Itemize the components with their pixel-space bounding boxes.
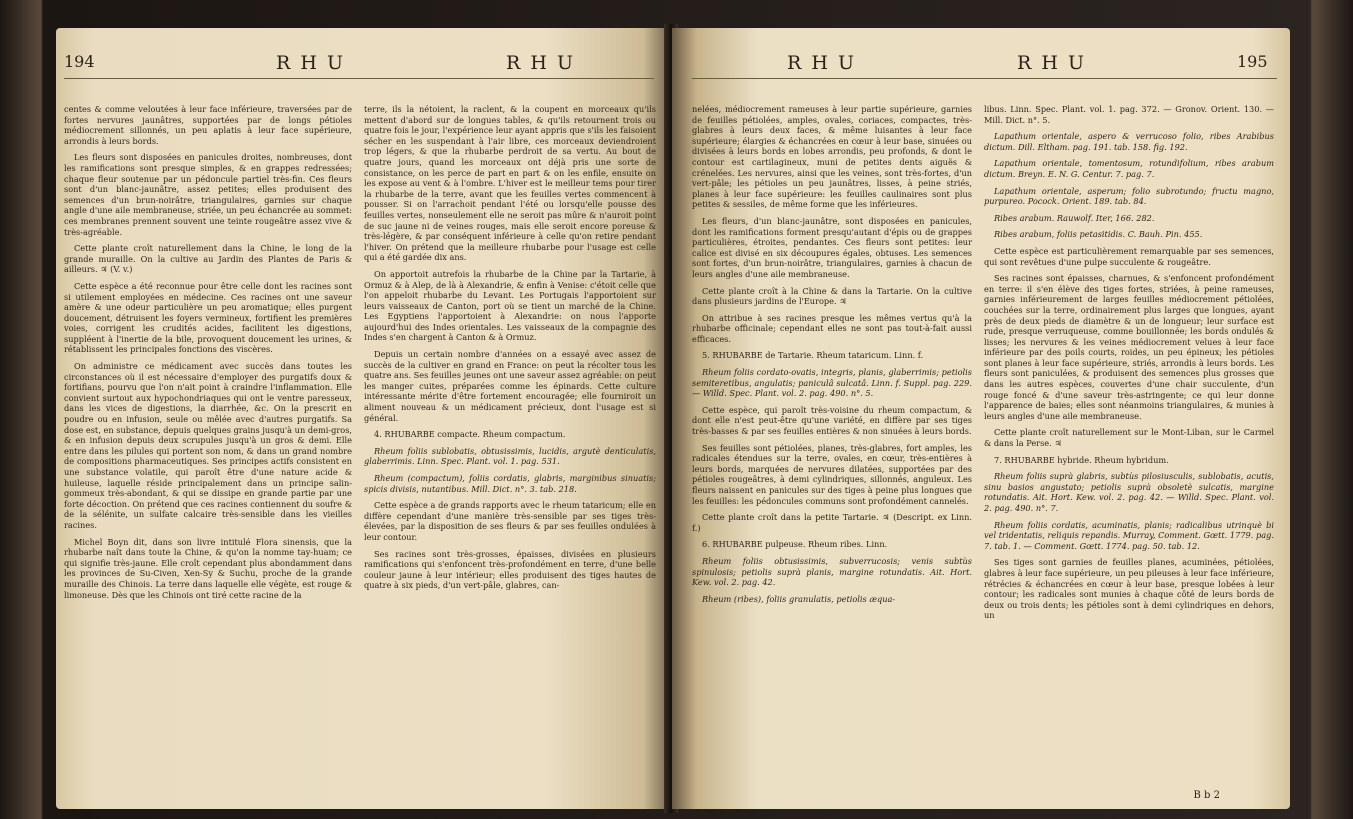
- species-heading: 4. RHUBARBE compacte. Rheum compactum.: [374, 429, 566, 440]
- paragraph: Ses tiges sont garnies de feuilles planes, acuminées, pétiolées, glabres à leur face supérieure, un peu pileuses à leur face inférieure, rétrécies & échancrées en cœur à leur base, presque lobées à leur contour; les radicales sont munies à chaque côté de leurs bords de deux ou trois dents; les pétioles sont à demi cylindriques en dehors, un: [984, 557, 1274, 621]
- paragraph: Cette plante croît naturellement dans la Chine, le long de la grande muraille. On la cultive au Jardin des Plantes de Paris & ailleurs. ♃ (V. v.): [64, 243, 352, 275]
- species-heading: 5. RHUBARBE de Tartarie. Rheum tataricum. Linn. f.: [702, 350, 924, 361]
- latin-description: Rheum foliis cordatis, acuminatis, planis; radicalibus utrinquè bi vel tridentatis, reliquis repandis. Murray, Comment. Gœtt. 1779. pag. 7. tab. 1. — Comment. Gœtt. 1774. pag. 50. tab. 12.: [984, 519, 1274, 551]
- paragraph: nelées, médiocrement rameuses à leur partie supérieure, garnies de feuilles pétiolées, amples, ovales, coriaces, compactes, très-glabres à leurs deux faces, & même luisantes à leur face supérieure; élargies & échancrées en cœur à leur base, sinuées ou divisées à leurs bords en lobes arrondis, peu profonds, & dont le contour est cartilagineux, muni de petites dents aiguës & crénelées. Les nervures, ainsi que les veines, sont très-fortes, d'un vert-pâle; les pétioles un peu jaunâtres, lisses, à peine striés, planes à leur face supérieure: les feuilles caulinaires sont plus petites & sessiles, de même forme que les inférieures.: [692, 104, 972, 210]
- paragraph: Ses racines sont épaisses, charnues, & s'enfoncent profondément en terre: il s'en élève des tiges fortes, striées, à peine rameuses, garnies inférieurement de larges feuilles médiocrement pétiolées, couchées sur la terre, ordinairement plus larges que longues, ayant près de deux pieds de diamètre & un de longueur; leur surface est rude, presque verruqueuse, comme bouillonnée; les bords ondulés & lisses; les nervures & les veines médiocrement velues à leur face inférieure par des poils courts, roides, un peu épineux; les pétioles sont planes à leur face supérieure, striés, arrondis à leurs bords. Les fleurs sont paniculées, & produisent des semences plus grosses que dans les autres espèces, couvertes d'une chair succulente, d'un rouge foncé & d'une saveur très-astringente; ce qui leur donne l'apparence de baies; elles sont néanmoins triangulaires, & munies à leurs angles d'une aile membraneuse.: [984, 273, 1274, 421]
- paragraph: Cette plante croît dans la petite Tartarie. ♃ (Descript. ex Linn. f.): [692, 512, 972, 533]
- right-page: [672, 28, 1290, 809]
- running-head-right-col1: R H U: [787, 52, 856, 74]
- page-number-right: 195: [1237, 52, 1268, 71]
- paragraph: Michel Boyn dit, dans son livre intitulé Flora sinensis, que la rhubarbe naît dans toute la Chine, & qu'on la nomme tay-huam; ce qui signifie très-jaune. Elle croît cependant plus abondamment dans les provinces de Su-Civen, Xen-Sy & Suchu, proche de la grande muraille des Chinois. La terre dans laquelle elle végète, est rouge & limoneuse. Dès que les Chinois ont tiré cette racine de la: [64, 536, 352, 600]
- paragraph: On administre ce médicament avec succès dans toutes les circonstances où il est nécessaire d'employer des purgatifs doux & fortifians, pourvu que l'on n'ait point à craindre l'inflammation. Elle convient surtout aux hypochondriaques qui ont le ventre paresseux, dans les vices de digestions, la diarrhée, &c. On la prescrit en poudre ou en infusion, seule ou mêlée avec d'autres purgatifs. Sa dose est, en substance, depuis quelques grains jusqu'à un demi-gros, & en infusion depuis deux scrupules jusqu'à un gros & demi. Elle entre dans les pilules qui portent son nom, & dans un grand nombre de compositions pharmaceutiques. Ses principes actifs consistent en une substance volatile, qui paroît être d'une nature acide & huileuse, laquelle réside principalement dans un principe salin-gommeux très-abondant, & qui se dissipe en grande partie par une forte décoction. On prétend que ces racines contiennent du soufre & de la sélénite, un sulfate calcaire très-sensible dans les vieilles racines.: [64, 361, 352, 530]
- paragraph: On apportoit autrefois la rhubarbe de la Chine par la Tartarie, à Ormuz & à Alep, de là à Alexandrie, & enfin à Venise: c'étoit celle que l'on appeloit rhubarbe du Levant. Les Portugais l'apportoient sur leurs vaisseaux de Canton, port où se tient un marché de la Chine. Les Egyptiens l'apportoient à Alexandrie: on nous l'apporte aujourd'hui des Indes orientales. Les vaisseaux de la compagnie des Indes s'en chargent à Canton & à Ormuz.: [364, 268, 656, 343]
- species-heading: 7. RHUBARBE hybride. Rheum hybridum.: [994, 454, 1169, 465]
- right-column-1: [692, 104, 972, 610]
- paragraph: Ses racines sont très-grosses, épaisses, divisées en plusieurs ramifications qui s'enfoncent très-profondément en terre, d'une belle couleur jaune à leur intérieur; elles produisent des tiges hautes de quatre à six pieds, d'un vert-pâle, glabres, can-: [364, 548, 656, 591]
- latin-synonym: Lapathum orientale, aspero & verrucoso folio, ribes Arabibus dictum. Dill. Eltham. pag. 191. tab. 158. fig. 192.: [984, 131, 1274, 152]
- signature-mark: B b 2: [1193, 790, 1220, 801]
- paragraph: Depuis un certain nombre d'années on a essayé avec assez de succès de la cultiver en grand en France: on peut la récolter tous les quatre ans. Ses feuilles jeunes ont une saveur assez agréable: on peut les manger cuites, préparées comme les épinards. Cette culture intéressante mérite d'être fortement encouragée; elle fourniroit un aliment nouveau & un médicament précieux, dont l'usage est si général.: [364, 349, 656, 423]
- left-column-2: [364, 104, 656, 597]
- running-head-left-col1: R H U: [276, 52, 345, 74]
- paragraph: Cette plante croît naturellement sur le Mont-Liban, sur le Carmel & dans la Perse. ♃: [984, 427, 1274, 449]
- latin-description: Rheum foliis sublobatis, obtusissimis, lucidis, argutè denticulatis, glaberrimis. Linn. Spec. Plant. vol. 1. pag. 531.: [364, 445, 656, 467]
- paragraph: centes & comme veloutées à leur face inférieure, traversées par de fortes nervures jaunâtres, supportées par de longs pétioles médiocrement sillonnés, un peu aplatis à leur face supérieure, arrondis à leurs bords.: [64, 104, 352, 146]
- paragraph: Cette espèce, qui paroît très-voisine du rheum compactum, & dont elle n'est peut-être qu'une variété, en diffère par ses tiges très-basses & par ses feuilles entières & non sinuées à leurs bords.: [692, 404, 972, 437]
- latin-synonym: Lapathum orientale, tomentosum, rotundifolium, ribes arabum dictum. Breyn. E. N. G. Centur. 7. pag. 7.: [984, 158, 1274, 179]
- latin-description: Rheum foliis obtusissimis, subverrucosis; venis subtùs spinulosis; petiolis suprà planis, margine rotundatis. Ait. Hort. Kew. vol. 2. pag. 42.: [692, 555, 972, 588]
- latin-synonym: Ribes arabum. Rauwolf. Iter, 166. 282.: [994, 212, 1155, 223]
- latin-description: Rheum (compactum), foliis cordatis, glabris, marginibus sinuatis; spicis divisis, nutantibus. Mill. Dict. n°. 3. tab. 218.: [364, 473, 656, 494]
- paragraph: libus. Linn. Spec. Plant. vol. 1. pag. 372. — Gronov. Orient. 130. — Mill. Dict. n°. 5.: [984, 104, 1274, 125]
- paragraph: Cette espèce a de grands rapports avec le rheum tataricum; elle en diffère cependant d'une manière très-sensible par ses tiges très-élevées, par la disposition de ses fleurs & par ses feuilles ondulées à leur contour.: [364, 500, 656, 542]
- paragraph: Cette espèce est particulièrement remarquable par ses semences, qui sont revêtues d'une pulpe succulente & rougeâtre.: [984, 245, 1274, 267]
- running-head-left-col2: R H U: [506, 52, 575, 74]
- latin-description: Rheum (ribes), foliis granulatis, petiolis æqua-: [702, 593, 896, 604]
- paragraph: Les fleurs sont disposées en panicules droites, nombreuses, dont les ramifications sont presque simples, & en grappes redressées; chaque fleur soutenue par un pédoncule partiel très-fin. Ces fleurs sont d'un blanc-jaunâtre, assez petites; elles produisent des semences d'un brun-noirâtre, triangulaires, garnies sur chaque angle d'une aile membraneuse, striée, un peu échancrée au sommet: ces membranes prennent souvent une teinte rougeâtre assez vive & très-agréable.: [64, 152, 352, 237]
- latin-description: Rheum foliis cordato-ovatis, integris, planis, glaberrimis; petiolis semiteretibus, angulatis; paniculâ sulcatâ. Linn. f. Suppl. pag. 229. — Willd. Spec. Plant. vol. 2. pag. 490. n°. 5.: [692, 367, 972, 399]
- paragraph: terre, ils la nétoient, la raclent, & la coupent en morceaux qu'ils mettent d'abord sur de longues tables, & qu'ils retournent trois ou quatre fois le jour, l'expérience leur ayant appris que s'ils les faisoient sécher en les suspendant à l'air libre, ces morceaux deviendroient trop légers, & que la rhubarbe perdroit de sa vertu. Au bout de quatre jours, quand les morceaux ont déjà pris une sorte de consistance, on les perce de part en part & on les enfile, ensuite on les expose au vent & à l'ombre. L'hiver est le meilleur tems pour tirer la rhubarbe de la terre, avant que les feuilles vertes commencent à pousser. Si on l'arrachoit pendant l'été ou lorsqu'elle pousse des feuilles vertes, nonseulement elle ne seroit pas mûre & n'auroit point de suc jaune ni de veines rouges, mais elle seroit encore poreuse & très-légère, & par conséquent inférieure à celle qu'on retire pendant l'hiver. On prétend que la meilleure rhubarbe pour l'usage est celle qui a été gardée dix ans.: [364, 104, 656, 263]
- page-number-left: 194: [64, 52, 95, 71]
- latin-synonym: Ribes arabum, foliis petasitidis. C. Bauh. Pin. 455.: [994, 229, 1203, 240]
- paragraph: On attribue à ses racines presque les mêmes vertus qu'à la rhubarbe officinale; cependant elles ne sont pas tout-à-fait aussi efficaces.: [692, 312, 972, 344]
- running-head-right-col2: R H U: [1017, 52, 1086, 74]
- paragraph: Ses feuilles sont pétiolées, planes, très-glabres, fort amples, les radicales étendues sur la terre, ovales, en cœur, très-entières à leurs bords, marquées de nervures dilatées, supportées par des pétioles rougeâtres, à demi cylindriques, sillonnés, anguleux. Les fleurs naissent en panicules sur des tiges à peine plus longues que les feuilles: les pédoncules communs sont profondément cannelés.: [692, 442, 972, 506]
- species-heading: 6. RHUBARBE pulpeuse. Rheum ribes. Linn.: [702, 539, 888, 550]
- left-column-1: [64, 104, 352, 606]
- paragraph: Les fleurs, d'un blanc-jaunâtre, sont disposées en panicules, dont les ramifications forment presqu'autant d'épis ou de grappes particulières, étroites, pendantes. Ces fleurs sont petites: leur calice est divisé en six découpures égales, obtuses. Les semences sont fortes, d'un brun-noirâtre, triangulaires, garnies à chacun de leurs angles d'une aile membraneuse.: [692, 215, 972, 279]
- paragraph: Cette plante croît à la Chine & dans la Tartarie. On la cultive dans plusieurs jardins de l'Europe. ♃: [692, 285, 972, 307]
- left-page: [56, 28, 668, 809]
- header-rule: [64, 78, 654, 79]
- right-column-2: [984, 104, 1274, 627]
- paragraph: Cette espèce a été reconnue pour être celle dont les racines sont si utilement employées en médecine. Ces racines ont une saveur amère & une odeur particulière un peu aromatique; elles purgent doucement, détruisent les foyers vermineux, fortifient les premières voies, corrigent les crudités acides, facilitent les digestions, suppléent à l'inertie de la bile, provoquent doucement les urines, & rétablissent les principales fonctions des viscères.: [64, 280, 352, 355]
- latin-description: Rheum foliis suprà glabris, subtùs pilosiusculis, sublobatis, acutis, sinu basios angustato; petiolis suprà obsoletè sulcatis, margine rotundatis. Ait. Hort. Kew. vol. 2. pag. 42. — Willd. Spec. Plant. vol. 2. pag. 490. n°. 7.: [984, 471, 1274, 513]
- latin-synonym: Lapathum orientale, asperum; folio subrotundo; fructu magno, purpureo. Pocock. Orient. 189. tab. 84.: [984, 185, 1274, 207]
- header-rule: [692, 78, 1277, 79]
